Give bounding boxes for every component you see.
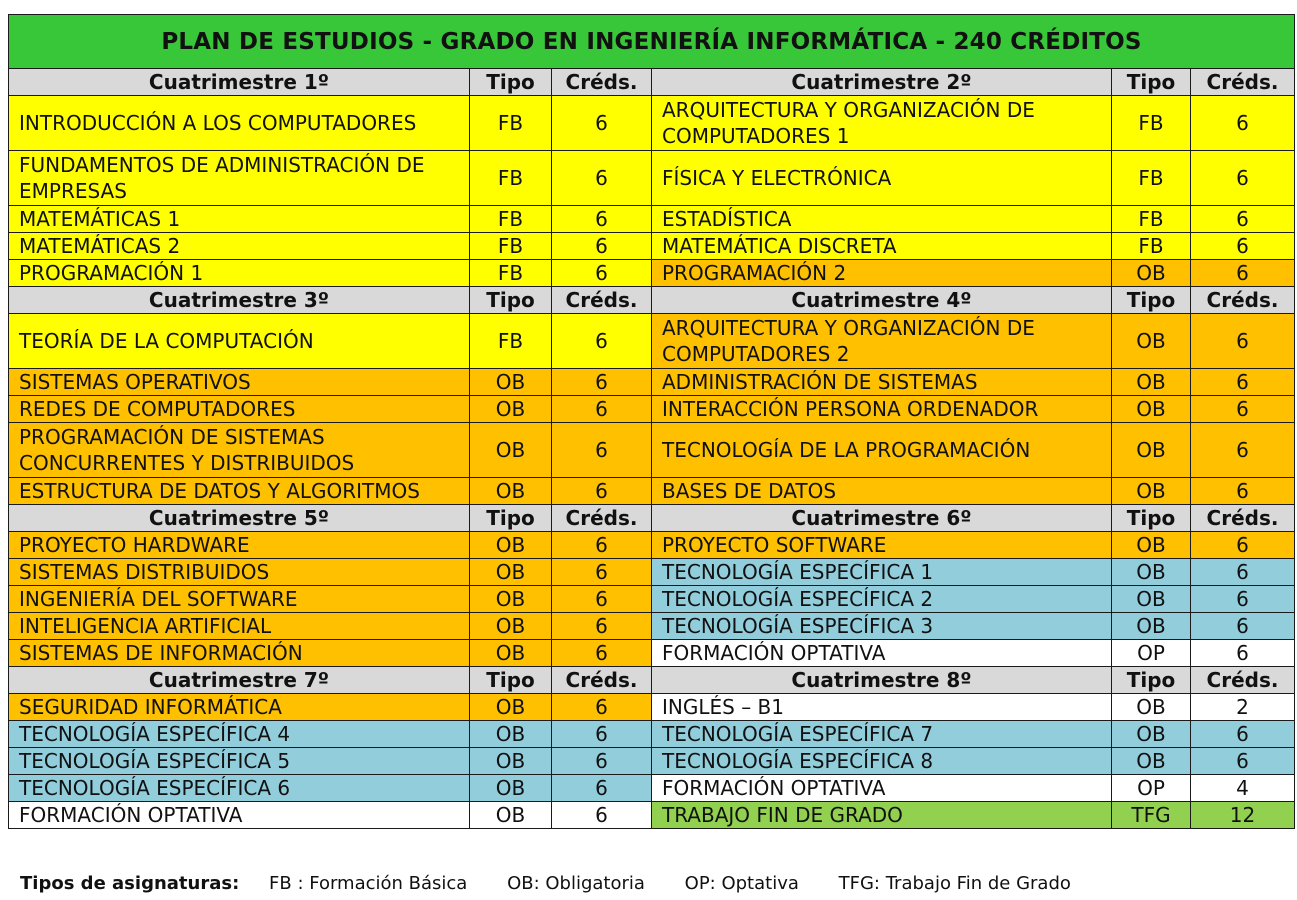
subject-type: OB	[1112, 586, 1191, 613]
subject-type: OB	[1112, 532, 1191, 559]
subject-credits: 6	[1191, 559, 1295, 586]
subject-type: OB	[1112, 721, 1191, 748]
subject-row	[9, 369, 1295, 396]
subject-type: OB	[470, 613, 552, 640]
subject-row	[9, 423, 1295, 478]
subject-type: FB	[470, 260, 552, 287]
tipo-header: Tipo	[1112, 667, 1191, 694]
subject-type: FB	[1112, 151, 1191, 206]
subject-row	[9, 233, 1295, 260]
subject-type: OB	[1112, 613, 1191, 640]
subject-credits: 6	[1191, 151, 1295, 206]
subject-name: MATEMÁTICAS 2	[9, 233, 470, 260]
subject-type: OB	[470, 369, 552, 396]
legend-item-tfg: TFG: Trabajo Fin de Grado	[838, 873, 1071, 894]
subject-type: OB	[470, 721, 552, 748]
subject-credits: 6	[1191, 748, 1295, 775]
subject-name: TEORÍA DE LA COMPUTACIÓN	[9, 314, 470, 369]
subject-row	[9, 748, 1295, 775]
creds-header: Créds.	[1191, 667, 1295, 694]
subject-name: FORMACIÓN OPTATIVA	[652, 640, 1112, 667]
subject-name: MATEMÁTICAS 1	[9, 206, 470, 233]
subject-name: ADMINISTRACIÓN DE SISTEMAS	[652, 369, 1112, 396]
subject-type: OB	[470, 586, 552, 613]
plan-body	[9, 69, 1295, 829]
tipo-header: Tipo	[470, 505, 552, 532]
subject-credits: 6	[1191, 721, 1295, 748]
subject-credits: 6	[552, 748, 652, 775]
subject-credits: 6	[1191, 478, 1295, 505]
subject-credits: 6	[552, 151, 652, 206]
subject-credits: 6	[552, 233, 652, 260]
subject-row	[9, 532, 1295, 559]
semester-header-row	[9, 287, 1295, 314]
subject-name: TECNOLOGÍA ESPECÍFICA 8	[652, 748, 1112, 775]
legend-item-op: OP: Optativa	[684, 873, 799, 894]
subject-credits: 6	[1191, 586, 1295, 613]
subject-type: OB	[1112, 559, 1191, 586]
subject-type: OB	[470, 559, 552, 586]
subject-type: FB	[1112, 206, 1191, 233]
subject-type: FB	[470, 96, 552, 151]
subject-type: OB	[1112, 369, 1191, 396]
subject-row	[9, 151, 1295, 206]
subject-credits: 6	[552, 369, 652, 396]
subject-row	[9, 586, 1295, 613]
subject-type: OB	[1112, 314, 1191, 369]
subject-name: PROGRAMACIÓN 2	[652, 260, 1112, 287]
subject-credits: 6	[552, 478, 652, 505]
subject-name: TECNOLOGÍA ESPECÍFICA 6	[9, 775, 470, 802]
semester-title: Cuatrimestre 5º	[9, 505, 470, 532]
subject-name: TECNOLOGÍA ESPECÍFICA 3	[652, 613, 1112, 640]
subject-type: OB	[1112, 694, 1191, 721]
subject-name: ESTRUCTURA DE DATOS Y ALGORITMOS	[9, 478, 470, 505]
subject-type: OB	[1112, 423, 1191, 478]
subject-credits: 6	[552, 314, 652, 369]
creds-header: Créds.	[1191, 287, 1295, 314]
legend	[20, 873, 1105, 894]
semester-header-row	[9, 69, 1295, 96]
creds-header: Créds.	[552, 505, 652, 532]
subject-credits: 6	[1191, 532, 1295, 559]
subject-name: MATEMÁTICA DISCRETA	[652, 233, 1112, 260]
subject-credits: 6	[1191, 260, 1295, 287]
tipo-header: Tipo	[470, 69, 552, 96]
tipo-header: Tipo	[1112, 287, 1191, 314]
subject-credits: 6	[552, 586, 652, 613]
subject-name: TECNOLOGÍA ESPECÍFICA 1	[652, 559, 1112, 586]
subject-credits: 6	[1191, 640, 1295, 667]
subject-name: ESTADÍSTICA	[652, 206, 1112, 233]
subject-name: INTRODUCCIÓN A LOS COMPUTADORES	[9, 96, 470, 151]
subject-name: TECNOLOGÍA ESPECÍFICA 4	[9, 721, 470, 748]
subject-credits: 6	[1191, 206, 1295, 233]
subject-row	[9, 613, 1295, 640]
creds-header: Créds.	[552, 69, 652, 96]
subject-type: FB	[470, 233, 552, 260]
subject-name: PROYECTO SOFTWARE	[652, 532, 1112, 559]
subject-name: FORMACIÓN OPTATIVA	[652, 775, 1112, 802]
subject-type: OB	[470, 396, 552, 423]
subject-credits: 6	[552, 802, 652, 829]
subject-type: OB	[1112, 478, 1191, 505]
tipo-header: Tipo	[470, 667, 552, 694]
subject-name: SEGURIDAD INFORMÁTICA	[9, 694, 470, 721]
subject-name: TRABAJO FIN DE GRADO	[652, 802, 1112, 829]
subject-credits: 6	[552, 721, 652, 748]
legend-item-fb: FB : Formación Básica	[269, 873, 468, 894]
semester-header-row	[9, 667, 1295, 694]
subject-credits: 6	[552, 640, 652, 667]
subject-name: PROYECTO HARDWARE	[9, 532, 470, 559]
subject-type: OB	[470, 694, 552, 721]
legend-label: Tipos de asignaturas:	[20, 873, 240, 894]
subject-type: FB	[470, 151, 552, 206]
creds-header: Créds.	[1191, 505, 1295, 532]
subject-credits: 6	[1191, 613, 1295, 640]
subject-type: FB	[1112, 233, 1191, 260]
legend-item-ob: OB: Obligatoria	[507, 873, 645, 894]
subject-type: OB	[470, 748, 552, 775]
creds-header: Créds.	[552, 287, 652, 314]
subject-credits: 4	[1191, 775, 1295, 802]
subject-name: TECNOLOGÍA ESPECÍFICA 5	[9, 748, 470, 775]
subject-row	[9, 206, 1295, 233]
tipo-header: Tipo	[1112, 505, 1191, 532]
subject-credits: 6	[1191, 96, 1295, 151]
study-plan-table	[8, 14, 1295, 829]
subject-credits: 6	[1191, 233, 1295, 260]
subject-row	[9, 314, 1295, 369]
subject-credits: 6	[552, 206, 652, 233]
subject-credits: 6	[552, 613, 652, 640]
subject-name: PROGRAMACIÓN DE SISTEMAS CONCURRENTES Y DISTRIBUIDOS	[9, 423, 470, 478]
subject-name: INTELIGENCIA ARTIFICIAL	[9, 613, 470, 640]
subject-credits: 6	[552, 694, 652, 721]
subject-name: TECNOLOGÍA ESPECÍFICA 2	[652, 586, 1112, 613]
semester-title: Cuatrimestre 8º	[652, 667, 1112, 694]
subject-name: TECNOLOGÍA DE LA PROGRAMACIÓN	[652, 423, 1112, 478]
subject-type: OB	[470, 802, 552, 829]
subject-name: SISTEMAS DE INFORMACIÓN	[9, 640, 470, 667]
subject-name: SISTEMAS OPERATIVOS	[9, 369, 470, 396]
subject-row	[9, 396, 1295, 423]
subject-type: TFG	[1112, 802, 1191, 829]
subject-name: FUNDAMENTOS DE ADMINISTRACIÓN DE EMPRESAS	[9, 151, 470, 206]
subject-row	[9, 640, 1295, 667]
subject-row	[9, 260, 1295, 287]
subject-row	[9, 694, 1295, 721]
page-title: PLAN DE ESTUDIOS - GRADO EN INGENIERÍA INFORMÁTICA - 240 CRÉDITOS	[9, 15, 1295, 69]
subject-credits: 6	[1191, 396, 1295, 423]
subject-name: INGLÉS – B1	[652, 694, 1112, 721]
subject-type: OP	[1112, 640, 1191, 667]
subject-credits: 6	[552, 260, 652, 287]
semester-title: Cuatrimestre 3º	[9, 287, 470, 314]
semester-title: Cuatrimestre 4º	[652, 287, 1112, 314]
subject-type: OB	[470, 532, 552, 559]
subject-name: BASES DE DATOS	[652, 478, 1112, 505]
subject-row	[9, 478, 1295, 505]
subject-credits: 6	[1191, 314, 1295, 369]
subject-type: FB	[470, 314, 552, 369]
subject-credits: 6	[1191, 423, 1295, 478]
subject-row	[9, 775, 1295, 802]
subject-name: INGENIERÍA DEL SOFTWARE	[9, 586, 470, 613]
subject-credits: 6	[552, 559, 652, 586]
semester-title: Cuatrimestre 6º	[652, 505, 1112, 532]
subject-row	[9, 721, 1295, 748]
subject-type: OB	[470, 640, 552, 667]
subject-type: OB	[1112, 748, 1191, 775]
subject-credits: 6	[552, 532, 652, 559]
subject-credits: 2	[1191, 694, 1295, 721]
subject-row	[9, 96, 1295, 151]
subject-name: TECNOLOGÍA ESPECÍFICA 7	[652, 721, 1112, 748]
semester-title: Cuatrimestre 1º	[9, 69, 470, 96]
subject-name: REDES DE COMPUTADORES	[9, 396, 470, 423]
creds-header: Créds.	[1191, 69, 1295, 96]
subject-credits: 12	[1191, 802, 1295, 829]
semester-header-row	[9, 505, 1295, 532]
subject-name: FÍSICA Y ELECTRÓNICA	[652, 151, 1112, 206]
subject-type: OB	[1112, 260, 1191, 287]
subject-type: OP	[1112, 775, 1191, 802]
tipo-header: Tipo	[1112, 69, 1191, 96]
subject-type: FB	[470, 206, 552, 233]
subject-type: OB	[470, 775, 552, 802]
subject-type: FB	[1112, 96, 1191, 151]
subject-name: ARQUITECTURA Y ORGANIZACIÓN DE COMPUTADORES 1	[652, 96, 1112, 151]
subject-credits: 6	[552, 423, 652, 478]
subject-name: PROGRAMACIÓN 1	[9, 260, 470, 287]
subject-name: SISTEMAS DISTRIBUIDOS	[9, 559, 470, 586]
tipo-header: Tipo	[470, 287, 552, 314]
subject-name: FORMACIÓN OPTATIVA	[9, 802, 470, 829]
subject-credits: 6	[552, 96, 652, 151]
subject-name: INTERACCIÓN PERSONA ORDENADOR	[652, 396, 1112, 423]
subject-type: OB	[470, 478, 552, 505]
subject-credits: 6	[1191, 369, 1295, 396]
subject-type: OB	[470, 423, 552, 478]
subject-name: ARQUITECTURA Y ORGANIZACIÓN DE COMPUTADORES 2	[652, 314, 1112, 369]
subject-row	[9, 559, 1295, 586]
subject-type: OB	[1112, 396, 1191, 423]
subject-row	[9, 802, 1295, 829]
semester-title: Cuatrimestre 7º	[9, 667, 470, 694]
subject-credits: 6	[552, 396, 652, 423]
subject-credits: 6	[552, 775, 652, 802]
creds-header: Créds.	[552, 667, 652, 694]
semester-title: Cuatrimestre 2º	[652, 69, 1112, 96]
